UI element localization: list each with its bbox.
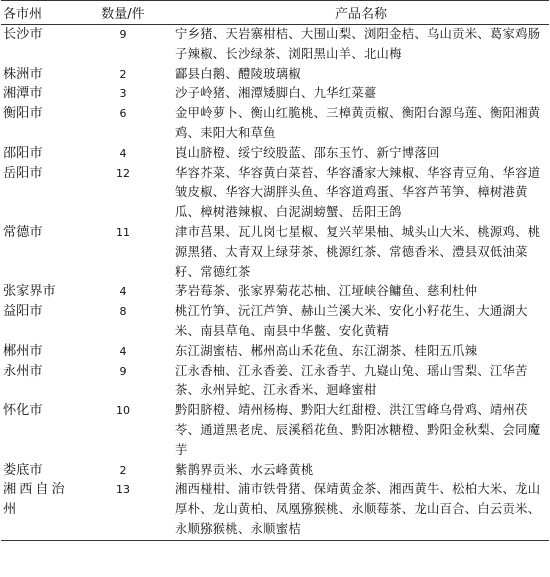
city-cell: 益阳市 xyxy=(3,304,43,320)
table-row xyxy=(1,342,549,362)
city-cell: 长沙市 xyxy=(3,27,43,42)
products-cell: 金甲岭萝卜、衡山红脆桃、三樟黄贡椒、衡阳台源乌莲、衡阳湘黄鸡、耒阳大和草鱼 xyxy=(175,106,541,140)
table-row xyxy=(1,144,549,164)
count-cell: 10 xyxy=(116,404,130,418)
products-cell: 崀山脐橙、绥宁绞股蓝、邵东玉竹、新宁博落回 xyxy=(175,145,440,160)
city-cell: 湘潭市 xyxy=(3,86,43,102)
city-cell: 常德市 xyxy=(3,224,43,240)
products-cell: 湘西椪柑、浦市铁骨猪、保靖黄金茶、湘西黄牛、松柏大米、龙山厚朴、龙山黄柏、凤凰猕猴桃、永顺莓茶、龙山百合、白云贡米、永顺猕猴桃、永顺蜜桔 xyxy=(173,480,549,540)
table-row xyxy=(1,282,549,302)
city-cell: 衡阳市 xyxy=(3,106,43,122)
table-row xyxy=(1,164,549,223)
count-cell: 2 xyxy=(119,463,127,477)
header-products: 产品名称 xyxy=(173,1,549,25)
count-cell: 12 xyxy=(116,166,130,180)
city-cell: 邵阳市 xyxy=(3,145,43,161)
products-cell: 紫鹊界贡米、水云峰黄桃 xyxy=(175,462,314,477)
count-cell: 4 xyxy=(119,344,127,358)
table-header-row xyxy=(1,1,549,25)
count-cell: 4 xyxy=(119,285,127,299)
products-cell: 华容芥菜、华容黄白菜苔、华容潘家大辣椒、华容青豆角、华容道皱皮椒、华容大湖胖头鱼、华容道鸡蛋、华容芦苇笋、樟树港黄瓜、樟树港辣椒、白泥湖螃蟹、岳阳王鸽 xyxy=(175,165,541,220)
products-cell: 酃县白鹅、醴陵玻璃椒 xyxy=(175,66,301,81)
products-cell: 黔阳脐橙、靖州杨梅、黔阳大红甜橙、洪江雪峰乌骨鸡、靖州茯苓、通道黑老虎、辰溪稻花鱼、黔阳冰糖橙、黔阳金秋梨、会同魔芋 xyxy=(175,403,541,457)
count-cell: 4 xyxy=(119,146,127,160)
table-row xyxy=(1,65,549,85)
city-cell: 湘西自治州 xyxy=(1,480,73,540)
table-row xyxy=(1,362,549,402)
table-row xyxy=(1,461,549,481)
header-count: 数量/件 xyxy=(73,1,173,25)
city-cell: 张家界市 xyxy=(3,284,56,300)
products-cell: 沙子岭猪、湘潭矮脚白、九华红菜薹 xyxy=(175,86,377,101)
product-table xyxy=(1,0,549,541)
products-cell: 宁乡猪、天岩寨柑桔、大围山梨、浏阳金桔、乌山贡米、葛家鸡肠子辣椒、长沙绿茶、浏阳黑山羊、北山梅 xyxy=(175,27,541,61)
table-body xyxy=(1,25,549,541)
table-row xyxy=(1,302,549,342)
products-cell: 茅岩莓茶、张家界菊花芯柚、江垭峡谷鳙鱼、慈利杜仲 xyxy=(175,284,478,299)
table-row xyxy=(1,401,549,460)
products-cell: 桃江竹笋、沅江芦笋、赫山兰溪大米、安化小籽花生、大通湖大米、南县草龟、南县中华鳖、安化黄精 xyxy=(175,304,528,338)
count-cell: 9 xyxy=(119,28,127,41)
products-cell: 江永香柚、江永香姜、江永香芋、九嶷山兔、瑶山雪梨、江华苦茶、永州异蛇、江永香米、迴峰蜜柑 xyxy=(175,363,528,398)
count-cell: 8 xyxy=(119,305,127,319)
products-cell: 津市莒果、瓦儿岗七星椒、复兴苹果柚、城头山大米、桃源鸡、桃源黑猪、太青双上绿芽茶、桃源红茶、常德香米、澧县双低油菜籽、常德红茶 xyxy=(175,224,541,279)
count-cell: 6 xyxy=(119,107,127,121)
header-city: 各市州 xyxy=(1,1,73,25)
products-cell: 东江湖蜜桔、郴州高山禾花鱼、东江湖茶、桂阳五爪辣 xyxy=(175,343,478,358)
count-cell: 2 xyxy=(119,67,127,81)
count-cell: 13 xyxy=(73,480,173,540)
table-row xyxy=(1,25,549,65)
count-cell: 3 xyxy=(119,87,127,101)
city-cell: 娄底市 xyxy=(3,462,43,478)
table-row xyxy=(1,480,549,540)
table-row xyxy=(1,84,549,104)
count-cell: 11 xyxy=(116,225,130,239)
city-cell: 郴州市 xyxy=(3,343,43,359)
count-cell: 9 xyxy=(119,364,127,378)
city-cell: 怀化市 xyxy=(3,403,43,419)
city-cell: 永州市 xyxy=(3,363,43,379)
table-row xyxy=(1,223,549,282)
table-row xyxy=(1,104,549,144)
city-cell: 株洲市 xyxy=(3,66,43,82)
city-cell: 岳阳市 xyxy=(3,165,43,181)
